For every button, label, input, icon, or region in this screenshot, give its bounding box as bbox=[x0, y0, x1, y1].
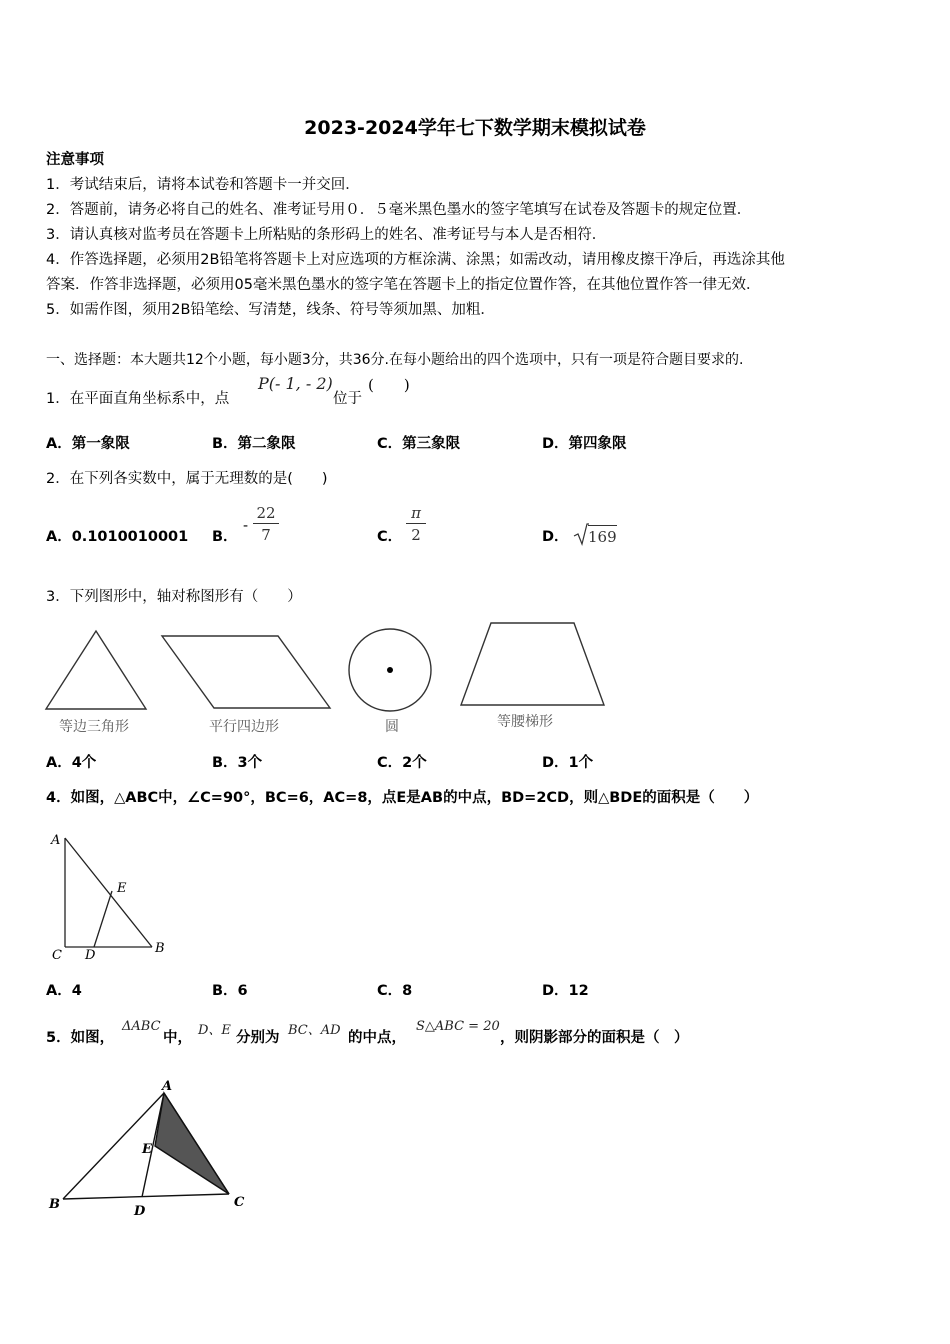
shape-label-trapezoid: 等腰梯形 bbox=[497, 714, 553, 730]
q2-option-b-denominator: 7 bbox=[261, 526, 271, 544]
q5-triangle: ΔABC bbox=[122, 1019, 161, 1034]
q3-option-b[interactable]: B．3个 bbox=[212, 755, 263, 771]
notice-item: 2．答题前，请务必将自己的姓名、准考证号用０．５毫米黑色墨水的签字笔填写在试卷及答题卡的规定位置． bbox=[46, 202, 752, 218]
q5-mid2: 分别为 bbox=[236, 1030, 280, 1046]
notice-item: 3．请认真核对监考员在答题卡上所粘贴的条形码上的姓名、准考证号与本人是否相符． bbox=[46, 227, 607, 243]
q3-option-d[interactable]: D．1个 bbox=[542, 755, 594, 771]
q5-label-d: D bbox=[134, 1204, 146, 1219]
q2-option-b-sign: - bbox=[243, 516, 249, 534]
q5-prefix: 5．如图， bbox=[46, 1030, 115, 1046]
q5-label-e: E bbox=[142, 1142, 152, 1157]
q5-area: S△ABC = 20 bbox=[416, 1019, 500, 1034]
q5-triangle-figure bbox=[44, 1076, 259, 1221]
q4-right-triangle-figure bbox=[48, 830, 178, 965]
q1-option-d[interactable]: D．第四象限 bbox=[542, 436, 627, 452]
section-heading: 一、选择题：本大题共12个小题，每小题3分，共36分.在每小题给出的四个选项中，只有一项是符合题目要求的. bbox=[46, 352, 744, 368]
q5-label-c: C bbox=[234, 1195, 245, 1210]
q4-label-e: E bbox=[117, 881, 127, 896]
q1-stem bbox=[46, 389, 229, 409]
q1-prefix: 1．在平面直角坐标系中，点 bbox=[46, 391, 230, 407]
q3-option-c[interactable]: C．2个 bbox=[377, 755, 427, 771]
q1-point: P(- 1, - 2) bbox=[258, 374, 333, 393]
isosceles-trapezoid-figure bbox=[458, 620, 608, 708]
q4-label-d: D bbox=[85, 948, 96, 963]
q4-option-c[interactable]: C．8 bbox=[377, 983, 413, 999]
parallelogram-figure bbox=[160, 634, 332, 710]
notice-item: 5．如需作图，须用2B铅笔绘、写清楚，线条、符号等须加黑、加粗． bbox=[46, 302, 495, 318]
notice-item: 4．作答选择题，必须用2B铅笔将答题卡上对应选项的方框涂满、涂黑；如需改动，请用橡皮擦干净后，再选涂其他 bbox=[46, 252, 785, 268]
q2-option-c-fraction bbox=[406, 503, 426, 546]
q4-label-b: B bbox=[155, 941, 165, 956]
shape-label-circle: 圆 bbox=[385, 719, 399, 735]
q4-option-a[interactable]: A．4 bbox=[46, 983, 82, 999]
shape-label-parallelogram: 平行四边形 bbox=[209, 719, 279, 735]
q1-blank: ( ) bbox=[368, 376, 410, 394]
circle-figure bbox=[346, 626, 434, 714]
notice-item: 1．考试结束后，请将本试卷和答题卡一并交回． bbox=[46, 177, 360, 193]
q1-option-a[interactable]: A．第一象限 bbox=[46, 436, 130, 452]
q4-option-b[interactable]: B．6 bbox=[212, 983, 248, 999]
q4-label-a: A bbox=[51, 833, 61, 848]
q2-option-c-denominator: 2 bbox=[411, 526, 421, 544]
q3-option-a[interactable]: A．4个 bbox=[46, 755, 97, 771]
q5-suffix: ，则阴影部分的面积是（ ） bbox=[500, 1030, 689, 1046]
equilateral-triangle-figure bbox=[44, 628, 148, 712]
sqrt-icon bbox=[573, 522, 589, 546]
q1-suffix: 位于 bbox=[333, 391, 362, 407]
q5-mid3: 的中点， bbox=[348, 1030, 406, 1046]
q5-segments: BC、AD bbox=[288, 1023, 341, 1038]
q5-label-b: B bbox=[49, 1197, 60, 1212]
q1-option-b[interactable]: B．第二象限 bbox=[212, 436, 296, 452]
q2-option-a[interactable]: A．0.1010010001 bbox=[46, 529, 189, 545]
q2-stem: 2．在下列各实数中，属于无理数的是( ) bbox=[46, 471, 328, 487]
q4-stem: 4．如图，△ABC中，∠C=90°，BC=6，AC=8，点E是AB的中点，BD=2CD，则△BDE的面积是（ ） bbox=[46, 790, 759, 806]
q5-points: D、E bbox=[198, 1023, 231, 1038]
notice-item: 答案．作答非选择题，必须用05毫米黑色墨水的签字笔在答题卡上的指定位置作答，在其他位置作答一律无效． bbox=[46, 277, 761, 293]
q5-label-a: A bbox=[162, 1079, 173, 1094]
page-title: 2023-2024学年七下数学期末模拟试卷 bbox=[304, 117, 646, 139]
q2-option-d[interactable]: D． bbox=[542, 529, 569, 545]
notice-heading: 注意事项 bbox=[46, 152, 104, 168]
q3-stem: 3．下列图形中，轴对称图形有（ ） bbox=[46, 589, 302, 605]
q2-option-b[interactable]: B． bbox=[212, 529, 238, 545]
q2-option-d-radicand: 169 bbox=[588, 525, 617, 547]
q2-option-b-numerator: 22 bbox=[253, 503, 279, 524]
q2-option-c-numerator: π bbox=[406, 503, 426, 524]
q5-mid1: 中， bbox=[163, 1030, 192, 1046]
q2-option-c[interactable]: C． bbox=[377, 529, 403, 545]
shape-label-triangle: 等边三角形 bbox=[59, 719, 129, 735]
q4-option-d[interactable]: D．12 bbox=[542, 983, 589, 999]
q4-label-c: C bbox=[52, 948, 62, 963]
q5-shaded-region bbox=[155, 1093, 229, 1194]
q2-option-b-fraction bbox=[253, 503, 279, 546]
q1-option-c[interactable]: C．第三象限 bbox=[377, 436, 461, 452]
